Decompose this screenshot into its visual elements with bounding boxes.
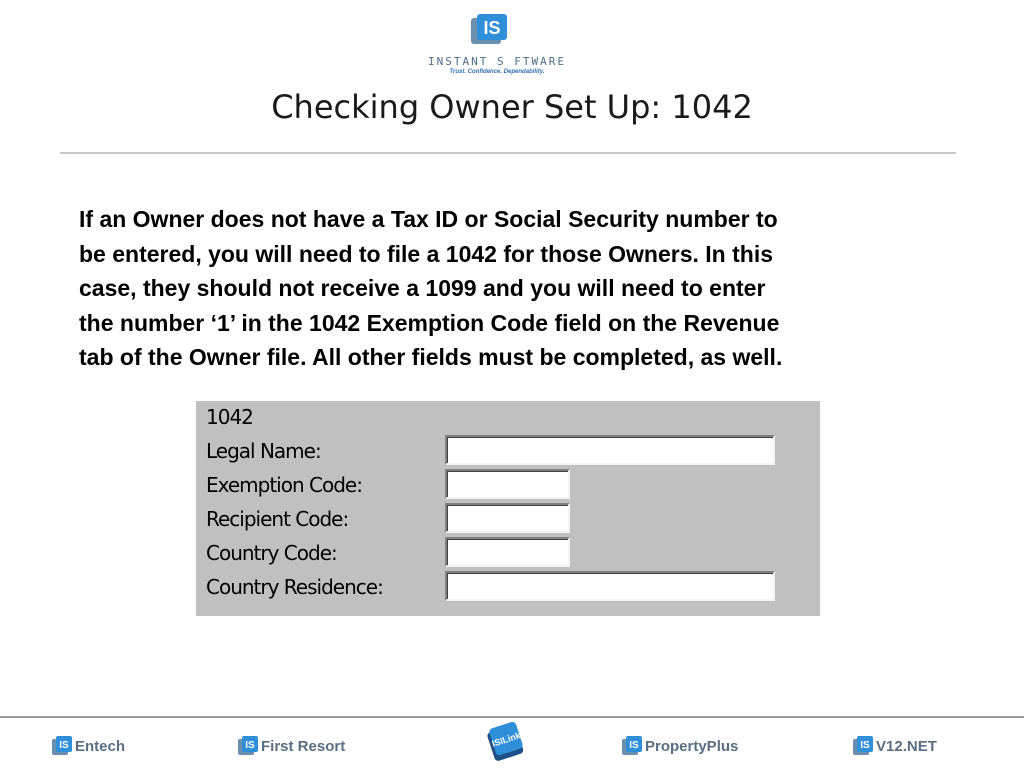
recipient-code-label: Recipient Code: [206, 507, 349, 531]
brand-name: INSTANT S FTWARE [428, 55, 566, 68]
country-residence-field[interactable] [445, 571, 775, 601]
svg-text:IS: IS [59, 740, 69, 751]
svg-text:IS: IS [483, 18, 501, 38]
legal-name-field[interactable] [445, 435, 775, 465]
footer-label-first-resort: First Resort [261, 737, 346, 755]
is-logo-icon [622, 736, 642, 756]
is-logo-icon [238, 736, 258, 756]
footer-label-entech: Entech [75, 737, 126, 755]
footer-logo-entech [52, 734, 125, 758]
svg-text:IS: IS [245, 740, 255, 751]
svg-text:IS: IS [629, 740, 639, 751]
footer-logo-first-resort [238, 734, 345, 758]
form-1042-panel [196, 401, 820, 616]
isilink-label: ISILink [490, 730, 522, 749]
form-heading: 1042 [206, 405, 253, 429]
svg-text:IS: IS [860, 740, 870, 751]
legal-name-label: Legal Name: [206, 439, 321, 463]
country-code-label: Country Code: [206, 541, 337, 565]
country-code-field[interactable] [445, 537, 570, 567]
brand-tagline: Trust. Confidence. Dependability. [449, 69, 545, 75]
exemption-code-field[interactable] [445, 469, 570, 499]
exemption-code-label: Exemption Code: [206, 473, 362, 497]
title-divider [60, 152, 956, 154]
recipient-code-field[interactable] [445, 503, 570, 533]
instruction-paragraph: If an Owner does not have a Tax ID or Social Security number to be entered, you will need to file a 1042 for those Owners. In this case, they should not receive a 1099 and you will need to enter the number ‘1’ in the 1042 Exemption Code field on the Revenue tab of the Owner file. All other fields must be completed, as well. [79, 206, 783, 370]
footer-label-v12net: V12.NET [876, 737, 937, 755]
footer-divider [0, 716, 1024, 718]
footer-label-propertyplus: PropertyPlus [645, 737, 739, 755]
page-title: Checking Owner Set Up: 1042 [271, 88, 753, 126]
footer-logo-v12net [853, 734, 937, 758]
isilink-logo-icon [486, 722, 524, 762]
is-logo-icon [853, 736, 873, 756]
instant-software-logo [417, 12, 577, 78]
country-residence-label: Country Residence: [206, 575, 383, 599]
footer-logo-propertyplus [622, 734, 738, 758]
is-logo-icon [52, 736, 72, 756]
is-logo-icon [469, 12, 509, 48]
